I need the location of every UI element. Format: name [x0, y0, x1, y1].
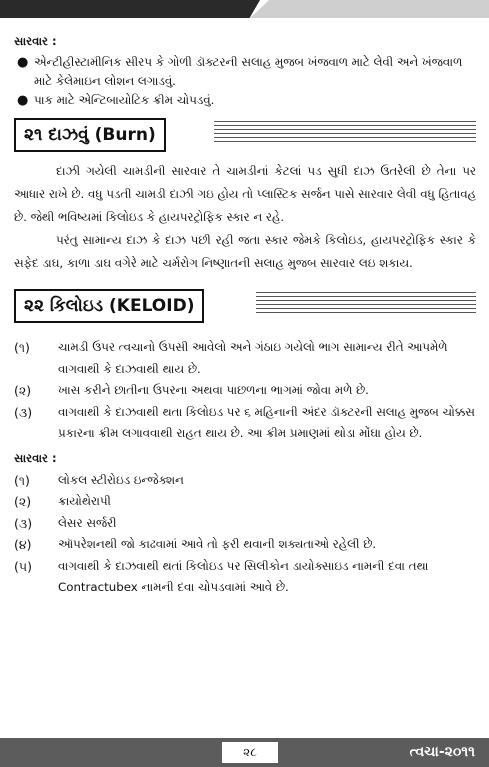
list-text: લેસર સર્જરી	[58, 515, 117, 530]
list-number: (૩)	[14, 515, 33, 531]
list-text: ખાસ કરીને છાતીના ઉપરના અથવા પાછળના ભાગમાં જોવા મળે છે.	[58, 383, 369, 397]
burn-paragraph: પરંતુ સામાન્ય દાઝ કે દાઝ પછી રહી જતા સ્કાર જેમકે કિલોઇડ, હાયપરટ્રોફિક સ્કાર કે સફેદ ડાઘ, કાળા ડાઘ વગેરે માટે ચર્મરોગ નિષ્ણાતની સલાહ મુજબ સારવાર લઇ શકાય.	[14, 233, 476, 270]
list-number: (૧)	[14, 340, 30, 355]
bullet-text: એન્ટીહીસ્ટામીનિક સીરપ કે ગોળી ડૉક્ટરની સલાહ મુજબ ખંજવાળ માટે લેવી અને ખંજવાળ માટે કેલેમાઇન લોશન લગાડવું.	[34, 55, 463, 88]
list-number: (૪)	[14, 537, 32, 552]
list-item	[14, 337, 476, 380]
section-heading-burn	[14, 118, 476, 150]
footer-brand-title: ત્વચા-૨૦૧૧	[409, 744, 475, 760]
list-number: (૧)	[14, 472, 30, 488]
list-number: (૨)	[14, 494, 32, 509]
list-item	[14, 470, 476, 492]
treatment-heading: સારવાર :	[14, 450, 57, 465]
section-number: ૨૨	[24, 296, 44, 316]
list-text: વાગવાથી કે દાઝવાથી થતાં કિલોઇડ પર સિલીકોન ડાયોક્સાઇડ નામની દવા તથા Contractubex નામની દવા ચોપડવામાં આવે છે.	[58, 558, 429, 594]
list-number: (૨)	[14, 383, 32, 398]
page-content	[14, 34, 476, 599]
bullet-dot-icon: ●	[17, 55, 29, 70]
list-text: ઑપરેશનથી જો કાઢવામાં આવે તો ફરી થવાની શક્યતાઓ રહેલી છે.	[58, 537, 377, 551]
section-heading-keloid	[14, 289, 476, 321]
list-text: વાગવાથી કે દાઝવાથી થતા કિલોઇડ પર ૬ મહિનાની અંદર ડૉક્ટરની સલાહ મુજબ ચોક્કસ પ્રકારના ક્રીમ લગાવવાથી રાહત થાય છે. આ ક્રીમ પ્રમાણમાં થોડા મોંઘા હોય છે.	[58, 404, 475, 440]
list-number: (૫)	[14, 558, 32, 574]
list-item	[14, 491, 476, 513]
bullet-item	[14, 91, 476, 110]
top-bar-light-segment	[250, 0, 489, 18]
list-text: લોકલ સ્ટીરોઇડ ઇન્જેક્શન	[58, 472, 184, 487]
top-bar-dark-segment	[0, 0, 260, 18]
bullet-item	[14, 53, 476, 91]
section-rule-lines	[256, 292, 476, 316]
burn-paragraph: દાઝી ગયેલી ચામડીની સારવાર તે ચામડીનાં કેટલાં પડ સુધી દાઝ ઉતરેલી છે તેના પર આધાર રાખે છે. વધુ પડતી ચામડી દાઝી ગઇ હોય તો પ્લાસ્ટિક સર્જન પાસે સારવાર લેવી વધુ હિતાવહ છે. જેથી ભવિષ્યમાં કિલોઇડ કે હાયપરટ્રોફિક સ્કાર ન રહે.	[14, 164, 476, 224]
section-rule-lines	[214, 121, 476, 145]
list-number: (૩)	[14, 404, 33, 420]
bullet-dot-icon: ●	[17, 93, 29, 108]
section-title: કિલોઇડ (KELOID)	[49, 296, 195, 316]
bullet-text: પાક માટે એન્ટિબાયોટિક ક્રીમ ચોપડવું.	[34, 93, 215, 107]
list-item	[14, 513, 476, 535]
list-item	[14, 402, 476, 445]
list-text: ચામડી ઉપર ત્વચાનો ઉપસી આવેલો અને ગંઠાઇ ગયેલો ભાગ સામાન્ય રીતે આપમેળે વાગવાથી કે દાઝવાથી થાય છે.	[58, 340, 448, 376]
section-title-box	[14, 118, 166, 152]
keloid-points-list	[14, 337, 476, 445]
treatment-points-list	[14, 470, 476, 599]
page-number: ૨૮	[222, 742, 278, 763]
list-item	[14, 534, 476, 556]
section-title: દાઝવું (Burn)	[48, 125, 156, 145]
treatment-bullet-list	[14, 53, 476, 110]
treatment-heading: સારવાર :	[14, 34, 57, 48]
list-item	[14, 556, 476, 599]
list-item	[14, 380, 476, 402]
section-title-box	[14, 289, 204, 323]
top-decorative-bar	[0, 0, 489, 22]
list-text: ક્રાયોથેરાપી	[58, 494, 111, 508]
page-footer	[0, 738, 489, 767]
section-number: ૨૧	[24, 125, 43, 145]
